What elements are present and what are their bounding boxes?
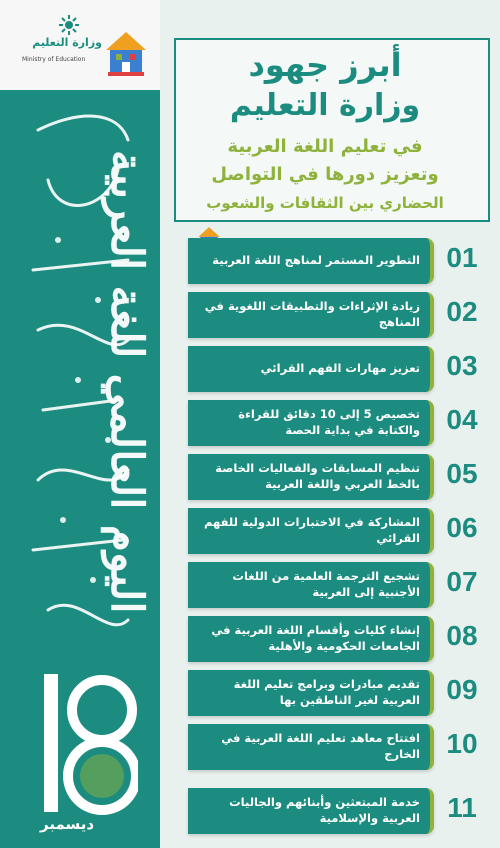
item-number: 06: [446, 512, 478, 543]
list-item: [172, 238, 488, 284]
item-text: تنظيم المسابقات والفعاليات الخاصة بالخط العربي واللغة العربية: [215, 461, 420, 491]
item-text: افتتاح معاهد تعليم اللغة العربية في الخارج: [221, 731, 420, 761]
item-text: زيادة الإثراءات والتطبيقات اللغوية في المناهج: [204, 299, 420, 329]
item-text: إنشاء كليات وأقسام اللغة العربية في الجامعات الحكومية والأهلية: [211, 623, 420, 653]
ministry-name-ar: وزارة التعليم: [32, 36, 102, 49]
item-text: المشاركة في الاختبارات الدولية للفهم القرائي: [203, 515, 420, 545]
title-box: [174, 38, 490, 222]
item-number: 11: [447, 792, 477, 823]
logo-area: [0, 0, 160, 90]
item-text: تخصيص 5 إلى 10 دقائق للقراءة والكتابة في بداية الحصة: [238, 407, 420, 437]
date-number-graphic: [38, 668, 138, 818]
item-text: خدمة المبتعثين وأبنائهم والجاليات العربية والإسلامية: [229, 795, 420, 825]
ministry-emblem-icon: [58, 14, 80, 36]
list-item: [172, 788, 488, 834]
right-panel: [160, 0, 500, 848]
list-item: [172, 508, 488, 554]
item-number: 10: [446, 728, 478, 759]
date-month: ديسمبر: [40, 815, 95, 833]
item-number: 09: [446, 674, 478, 705]
sidebar: [0, 0, 160, 848]
side-title: اليوم العالمي للغة العربية: [101, 150, 152, 614]
item-number: 01: [446, 242, 478, 273]
list-item: [172, 562, 488, 608]
subtitle-1: في تعليم اللغة العربية: [227, 136, 423, 157]
item-text: تعزيز مهارات الفهم القرائي: [260, 361, 420, 376]
list-item: [172, 292, 488, 338]
subtitle-2: وتعزيز دورها في التواصل: [211, 164, 439, 185]
title-line-1: أبرز جهود: [248, 46, 402, 84]
list-item: [172, 616, 488, 662]
list-item: [172, 454, 488, 500]
item-text: تشجيع الترجمة العلمية من اللغات الأجنبية إلى العربية: [232, 569, 420, 599]
item-number: 02: [446, 296, 478, 327]
list-item: [172, 346, 488, 392]
title-line-2: وزارة التعليم: [229, 88, 421, 123]
item-number: 05: [446, 458, 478, 489]
item-text: تقديم مبادرات وبرامج تعليم اللغة العربية لغير الناطقين بها: [233, 677, 420, 707]
item-number: 08: [446, 620, 478, 651]
item-text: التطوير المستمر لمناهج اللغة العربية: [212, 253, 420, 268]
list-item: [172, 670, 488, 716]
item-number: 04: [446, 404, 478, 435]
list-item: [172, 400, 488, 446]
subtitle-3: الحضاري بين الثقافات والشعوب: [206, 194, 444, 212]
item-number: 07: [446, 566, 478, 597]
school-logo-icon: [104, 30, 148, 78]
item-number: 03: [446, 350, 478, 381]
list-item: [172, 724, 488, 770]
ministry-name-en: Ministry of Education: [22, 56, 86, 63]
